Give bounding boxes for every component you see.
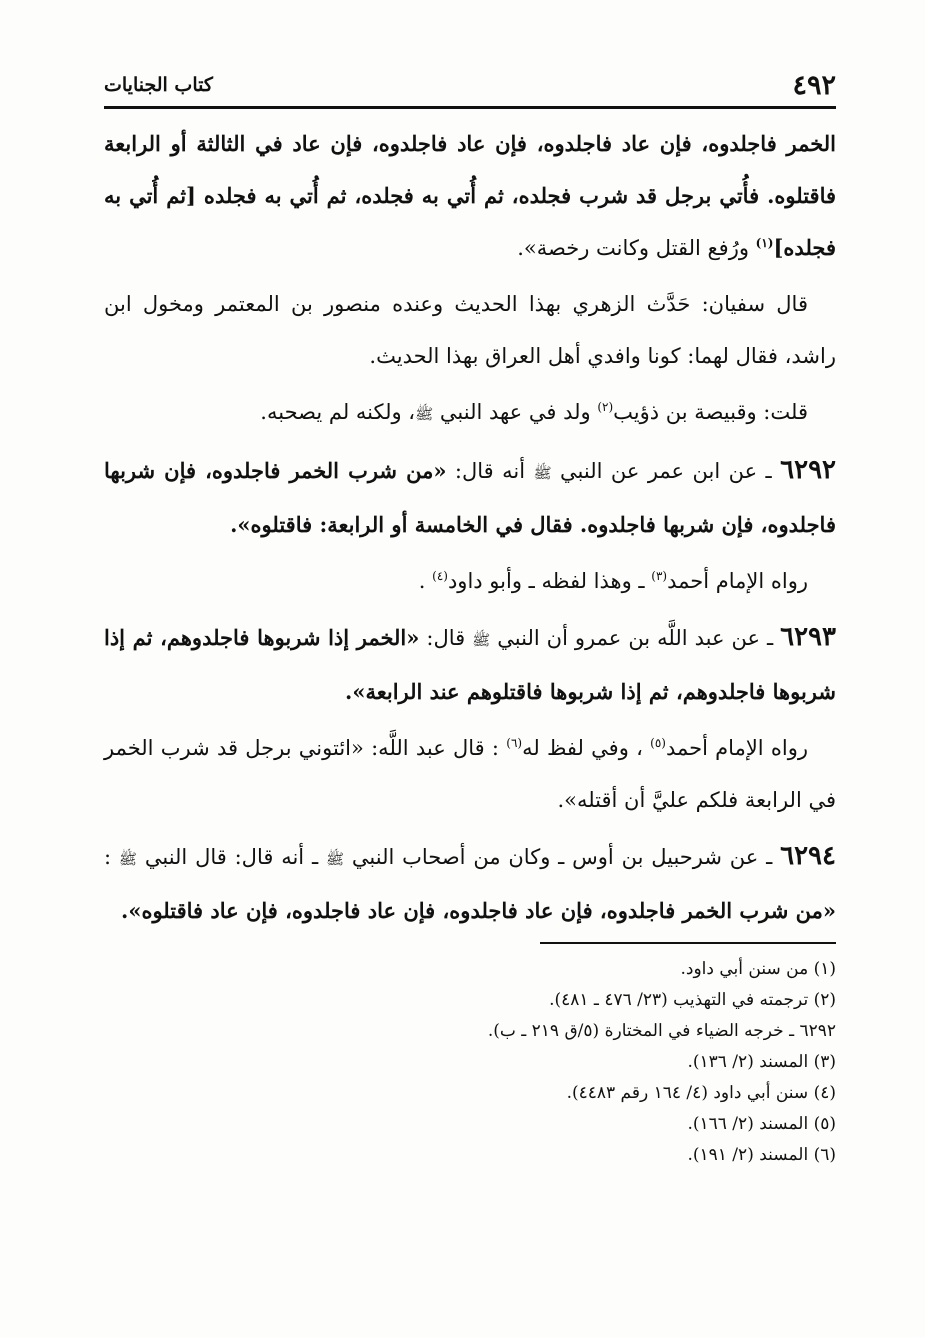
- hadith-6292: ٦٢٩٢ ـ عن ابن عمر عن النبي ﷺ أنه قال: «من شرب الخمر فاجلدوه، فإن شربها فاجلدوه، فإن شربها فاجلدوه. فقال في الخامسة أو الرابعة: فاقتلوه».: [104, 455, 836, 537]
- footnote-ref: (٣): [651, 569, 668, 583]
- riwaya-6293: رواه الإمام أحمد$^{(٥)}$ ، وفي لفظ له$^{(٦)}$ : قال عبد اللَّه: «ائتوني برجل قد شرب الخمر في الرابعة فلكم عليَّ أن أقتله».: [104, 736, 836, 812]
- footnote-ref: (٦): [506, 736, 523, 750]
- footnote-item: ٦٢٩٢ ـ خرجه الضياء في المختارة (٥/ق ٢١٩ ـ ب).: [487, 1021, 836, 1041]
- footnote-divider: [540, 942, 836, 944]
- salla-glyph: ﷺ: [533, 464, 552, 482]
- hadith-number: ٦٢٩٣: [780, 622, 836, 652]
- riwaya-6292: رواه الإمام أحمد$^{(٣)}$ ـ وهذا لفظه ـ وأبو داود$^{(٤)}$ .: [418, 569, 808, 593]
- book-title: كتاب الجنايات: [104, 74, 223, 96]
- hadith-6294: ٦٢٩٤ ـ عن شرحبيل بن أوس ـ وكان من أصحاب النبي ﷺ ـ أنه قال: قال النبي ﷺ : «من شرب الخمر فاجلدوه، فإن عاد فاجلدوه، فإن عاد فاجلدوه، فإن عاد فاقتلوه».: [104, 841, 836, 923]
- footnote-ref: (٢): [597, 400, 614, 414]
- footnote-item: (٥) المسند (٢/ ١٦٦).: [687, 1114, 836, 1134]
- salla-glyph: ﷺ: [415, 405, 434, 423]
- hadith-quote: «من شرب الخمر فاجلدوه، فإن شربها فاجلدوه، فإن شربها فاجلدوه. فقال في الخامسة أو الرابعة: فاقتلوه».: [104, 458, 836, 537]
- salla-glyph: ﷺ: [118, 850, 138, 868]
- paragraph-qabisa: قلت: وقبيصة بن ذؤيب$^{(٢)}$ ولد في عهد النبي ﷺ، ولكنه لم يصحبه.: [260, 400, 808, 424]
- footnotes-list: [276, 954, 836, 1171]
- footnote-item: (٢) ترجمته في التهذيب (٢٣/ ٤٧٦ ـ ٤٨١).: [549, 990, 836, 1010]
- paragraph-sufyan: قال سفيان: حَدَّث الزهري بهذا الحديث وعنده منصور بن المعتمر ومخول ابن راشد، فقال لهما: كونا وافدي أهل العراق بهذا الحديث.: [104, 292, 836, 368]
- footnote-item: (٣) المسند (٢/ ١٣٦).: [687, 1052, 836, 1072]
- footnote-item: (٤) سنن أبي داود (٤/ ١٦٤ رقم ٤٤٨٣).: [566, 1083, 836, 1103]
- paragraph-continuation: الخمر فاجلدوه، فإن عاد فاجلدوه، فإن عاد فاجلدوه، فإن عاد في الثالثة أو الرابعة فاقتلوه. فأُتي برجل قد شرب فجلده، ثم أُتي به فجلده، ثم أُتي به فجلده [ثم أُتي به فجلده]$^{(١)}$ ورُفع القتل وكانت رخصة».: [104, 131, 836, 260]
- salla-glyph: ﷺ: [472, 631, 491, 649]
- hadith-6293: ٦٢٩٣ ـ عن عبد اللَّه بن عمرو أن النبي ﷺ قال: «الخمر إذا شربوها فاجلدوهم، ثم إذا شربوها فاجلدوهم، ثم إذا شربوها فاقتلوهم عند الرابعة».: [104, 622, 836, 704]
- hadith-number: ٦٢٩٤: [780, 841, 836, 871]
- page-number: ٤٩٢: [782, 70, 836, 101]
- page-header: [104, 66, 836, 109]
- footnote-item: (١) من سنن أبي داود.: [680, 959, 836, 979]
- footnote-ref: (٥): [650, 736, 666, 750]
- footnote-ref: (١): [755, 236, 774, 250]
- footnote-ref: (٤): [432, 569, 448, 583]
- hadith-quote: «الخمر إذا شربوها فاجلدوهم، ثم إذا شربوها فاجلدوهم، ثم إذا شربوها فاقتلوهم عند الرابعة».: [104, 625, 836, 704]
- footnote-item: (٦) المسند (٢/ ١٩١).: [687, 1145, 836, 1165]
- salla-glyph: ﷺ: [325, 850, 345, 868]
- hadith-quote: «من شرب الخمر فاجلدوه، فإن عاد فاجلدوه، فإن عاد فاجلدوه، فإن عاد فاقتلوه».: [121, 898, 836, 923]
- hadith-number: ٦٢٩٢: [780, 455, 836, 485]
- main-text: [104, 118, 836, 941]
